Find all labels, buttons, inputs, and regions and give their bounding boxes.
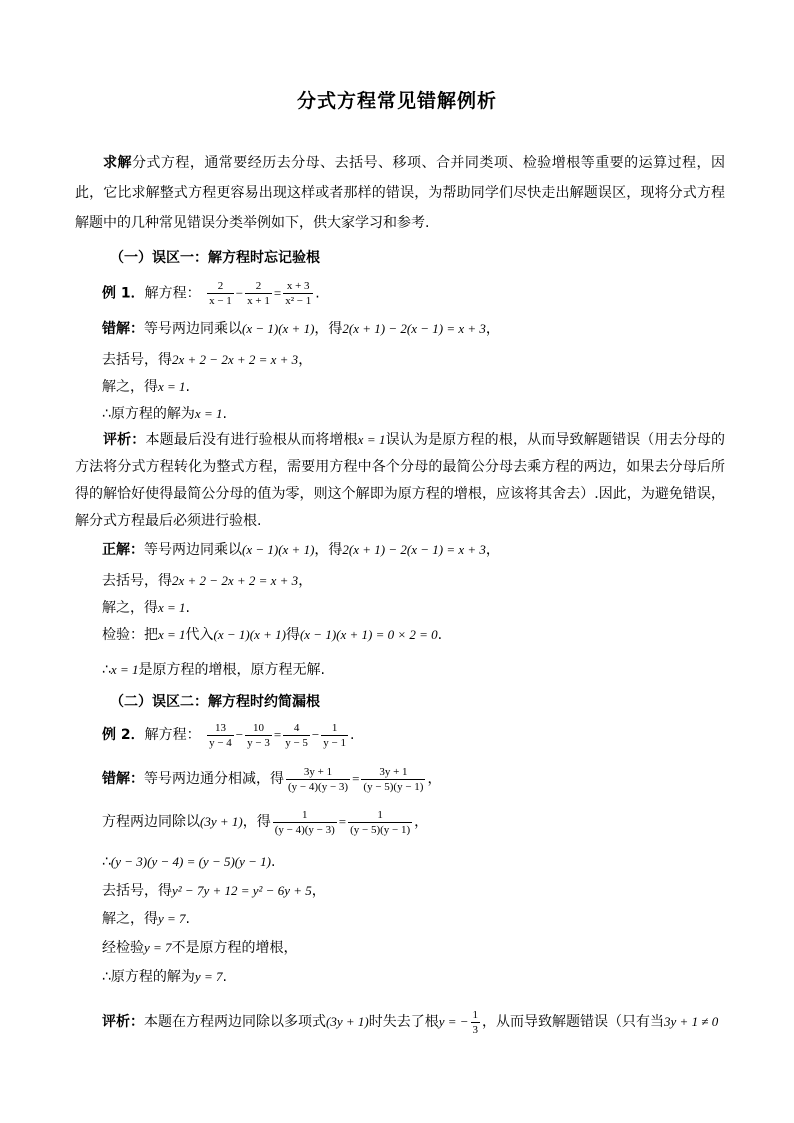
right1-label: 正解： bbox=[102, 542, 144, 558]
wrong2-line-6: 经检验y = 7不是原方程的增根， bbox=[102, 940, 298, 956]
wrong1-line-4: ∴原方程的解为x = 1. bbox=[102, 406, 227, 422]
example1-label: 例 1． bbox=[102, 285, 145, 302]
wrong1-label: 错解： bbox=[102, 321, 144, 337]
comment1-paragraph: 评析：本题最后没有进行验根从而将增根x = 1误认为是原方程的根，从而导致解题错误（用去分母的方法将分式方程转化为整式方程，需要用方程中各个分母的最简公分母去乘方程的两边，如果去分母后所得的解恰好使得最简公分母的值为零，则这个解即为原方程的增根，应该将其舍去）.因此，为避免错误，解分式方程最后必须进行验根. bbox=[75, 432, 726, 529]
intro-text: 分式方程，通常要经历去分母、去括号、移项、合并同类项、检验增根等重要的运算过程，因此，它比求解整式方程更容易出现这样或者那样的错误，为帮助同学们尽快走出解题误区，现将分式方程解题中的几种常见错误分类举例如下，供大家学习和参考. bbox=[75, 155, 725, 231]
comment2-fraction: $\frac{1}{3}$ bbox=[472, 1008, 479, 1036]
wrong2-fraction-1: $\frac{3y + 1}{(y - 4)(y - 3)}$ bbox=[288, 765, 349, 793]
section2-heading: （二）误区二：解方程时约简漏根 bbox=[110, 694, 320, 710]
comment1-label: 评析： bbox=[103, 432, 146, 448]
wrong2-line-2: 方程两边同除以(3y + 1)，得 $\frac{1}{(y - 4)(y - 3)}$ = $\frac{1}{(y - 5)(y - 1)}$ ， bbox=[102, 808, 429, 836]
right1-line-5: ∴x = 1是原方程的增根，原方程无解. bbox=[102, 662, 325, 678]
intro-lead: 求解 bbox=[103, 155, 132, 171]
intro-paragraph bbox=[75, 148, 725, 238]
comment2-line: 评析：本题在方程两边同除以多项式(3y + 1)时失去了根y = − $\frac{1}{3}$ ，从而导致解题错误（只有当3y + 1 ≠ 0 bbox=[102, 1008, 719, 1036]
wrong2-line-4: 去括号，得y² − 7y + 12 = y² − 6y + 5， bbox=[102, 883, 326, 899]
wrong2-line-7: ∴原方程的解为y = 7. bbox=[102, 969, 227, 985]
wrong1-line-2: 去括号，得2x + 2 − 2x + 2 = x + 3， bbox=[102, 352, 313, 368]
example2-fraction-1: $\frac{13}{y - 4}$ bbox=[209, 721, 232, 749]
wrong2-fraction-3: $\frac{1}{(y - 4)(y - 3)}$ bbox=[274, 808, 335, 836]
example2-fraction-4: $\frac{1}{y - 1}$ bbox=[323, 721, 346, 749]
wrong2-line-1: 错解：等号两边通分相减，得 $\frac{3y + 1}{(y - 4)(y - 3)}$ = $\frac{3y + 1}{(y - 5)(y - 1)}$ ， bbox=[102, 765, 442, 793]
wrong1-line-1: 错解：等号两边同乘以(x − 1)(x + 1)，得2(x + 1) − 2(x − 1) = x + 3， bbox=[102, 321, 500, 337]
example2-label: 例 2． bbox=[102, 727, 145, 743]
right1-line-4: 检验：把x = 1代入(x − 1)(x + 1)得(x − 1)(x + 1) = 0 × 2 = 0. bbox=[102, 627, 443, 643]
comment2-label: 评析： bbox=[102, 1014, 144, 1030]
wrong2-line-3: ∴(y − 3)(y − 4) = (y − 5)(y − 1). bbox=[102, 854, 276, 870]
example1-text: 解方程： bbox=[144, 285, 201, 302]
example1-fraction-2: $\frac{2}{x + 1}$ bbox=[247, 280, 270, 307]
wrong2-fraction-4: $\frac{1}{(y - 5)(y - 1)}$ bbox=[350, 808, 411, 836]
example1-line: 例 1．解方程： $\frac{2}{x - 1}$ − $\frac{2}{x + 1}$ = $\frac{x + 3}{\text{x² − 1}}$ . bbox=[102, 280, 320, 307]
right1-line-1: 正解：等号两边同乘以(x − 1)(x + 1)，得2(x + 1) − 2(x − 1) = x + 3， bbox=[102, 542, 500, 558]
right1-line-2: 去括号，得2x + 2 − 2x + 2 = x + 3， bbox=[102, 573, 313, 589]
example2-line: 例 2．解方程： $\frac{13}{y - 4}$ − $\frac{10}{y - 3}$ = $\frac{4}{y - 5}$ − $\frac{1}{y - 1}$ . bbox=[102, 721, 355, 749]
example1-fraction-3: $\frac{x + 3}{\text{x² − 1}}$ bbox=[285, 280, 312, 307]
wrong2-label: 错解： bbox=[102, 771, 144, 787]
wrong1-line-3: 解之，得x = 1. bbox=[102, 379, 190, 395]
page-title: 分式方程常见错解例析 bbox=[296, 90, 497, 112]
example2-fraction-2: $\frac{10}{y - 3}$ bbox=[247, 721, 270, 749]
example1-fraction-1: $\frac{2}{x - 1}$ bbox=[209, 280, 232, 307]
example2-fraction-3: $\frac{4}{y - 5}$ bbox=[285, 721, 308, 749]
section1-heading: （一）误区一：解方程时忘记验根 bbox=[110, 250, 320, 266]
right1-line-3: 解之，得x = 1. bbox=[102, 600, 190, 616]
wrong2-fraction-2: $\frac{3y + 1}{(y - 5)(y - 1)}$ bbox=[363, 765, 424, 793]
wrong2-line-5: 解之，得y = 7. bbox=[102, 911, 190, 927]
